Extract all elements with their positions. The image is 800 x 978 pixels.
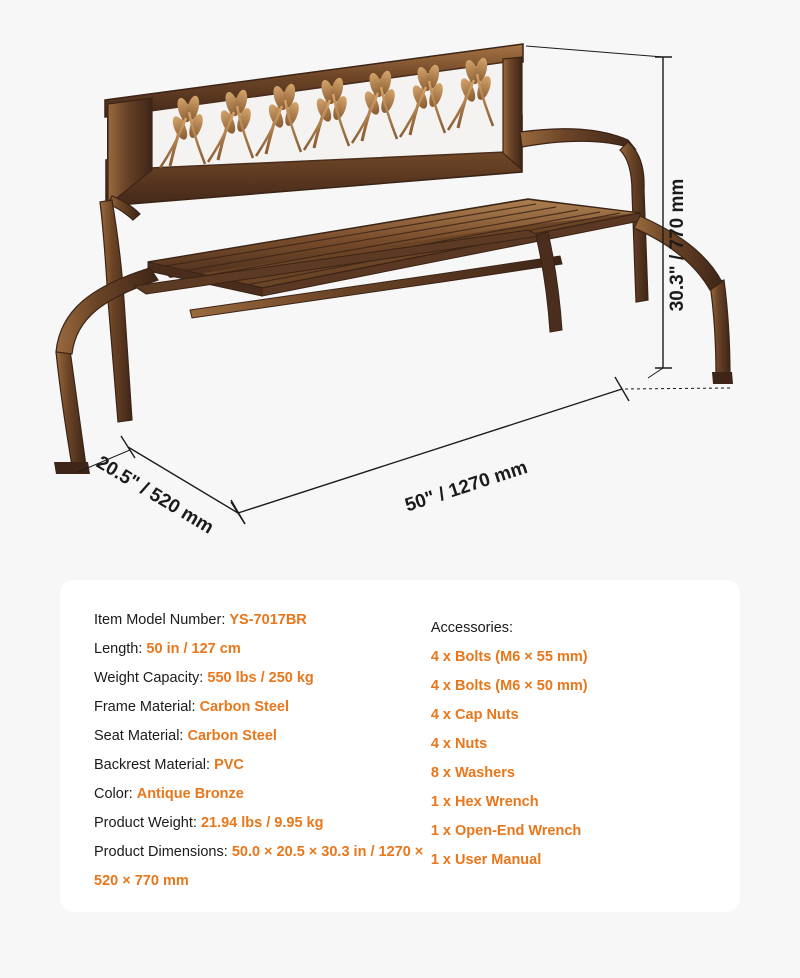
accessory-item: 1 x Open-End Wrench bbox=[430, 823, 582, 839]
accessories-title: Accessories: bbox=[430, 620, 514, 636]
spec-value: 550 lbs / 250 kg bbox=[207, 670, 314, 686]
dimension-height-label: 30.3" / 770 mm bbox=[667, 178, 688, 312]
spec-row bbox=[94, 664, 431, 693]
accessory-item: 1 x User Manual bbox=[430, 852, 542, 868]
spec-row bbox=[94, 693, 431, 722]
spec-value: Carbon Steel bbox=[199, 699, 289, 715]
spec-label: Color: bbox=[94, 786, 133, 802]
spec-row bbox=[94, 606, 431, 635]
accessories-list bbox=[431, 606, 706, 892]
spec-row bbox=[94, 722, 431, 751]
spec-row bbox=[94, 809, 431, 838]
accessory-item: 4 x Bolts (M6 × 50 mm) bbox=[430, 678, 588, 694]
spec-row bbox=[94, 751, 431, 780]
spec-value: Antique Bronze bbox=[136, 786, 244, 802]
dimension-width-label: 50" / 1270 mm bbox=[402, 457, 531, 517]
spec-value: PVC bbox=[214, 757, 244, 773]
spec-label: Product Dimensions: bbox=[94, 844, 228, 860]
dimension-depth-label: 20.5" / 520 mm bbox=[92, 452, 218, 539]
spec-value: YS-7017BR bbox=[229, 612, 307, 628]
accessory-item: 4 x Bolts (M6 × 55 mm) bbox=[430, 649, 588, 665]
accessory-item: 4 x Nuts bbox=[430, 736, 488, 752]
accessory-item: 1 x Hex Wrench bbox=[430, 794, 539, 810]
spec-row bbox=[94, 635, 431, 664]
spec-label: Frame Material: bbox=[94, 699, 196, 715]
specification-card bbox=[60, 580, 740, 912]
spec-label: Product Weight: bbox=[94, 815, 197, 831]
spec-row bbox=[94, 780, 431, 809]
spec-value: Carbon Steel bbox=[187, 728, 277, 744]
spec-value: 50 in / 127 cm bbox=[146, 641, 241, 657]
spec-list bbox=[94, 606, 431, 892]
spec-value: 50.0 × 20.5 × 30.3 in / 1270 × 520 × 770 mm bbox=[94, 844, 424, 889]
spec-label: Backrest Material: bbox=[94, 757, 211, 773]
spec-label: Length: bbox=[94, 641, 143, 657]
spec-row bbox=[94, 838, 431, 896]
spec-label: Weight Capacity: bbox=[94, 670, 204, 686]
accessory-item: 8 x Washers bbox=[430, 765, 515, 781]
accessory-item: 4 x Cap Nuts bbox=[430, 707, 519, 723]
spec-label: Seat Material: bbox=[94, 728, 184, 744]
spec-value: 21.94 lbs / 9.95 kg bbox=[200, 815, 324, 831]
spec-label: Item Model Number: bbox=[94, 612, 226, 628]
